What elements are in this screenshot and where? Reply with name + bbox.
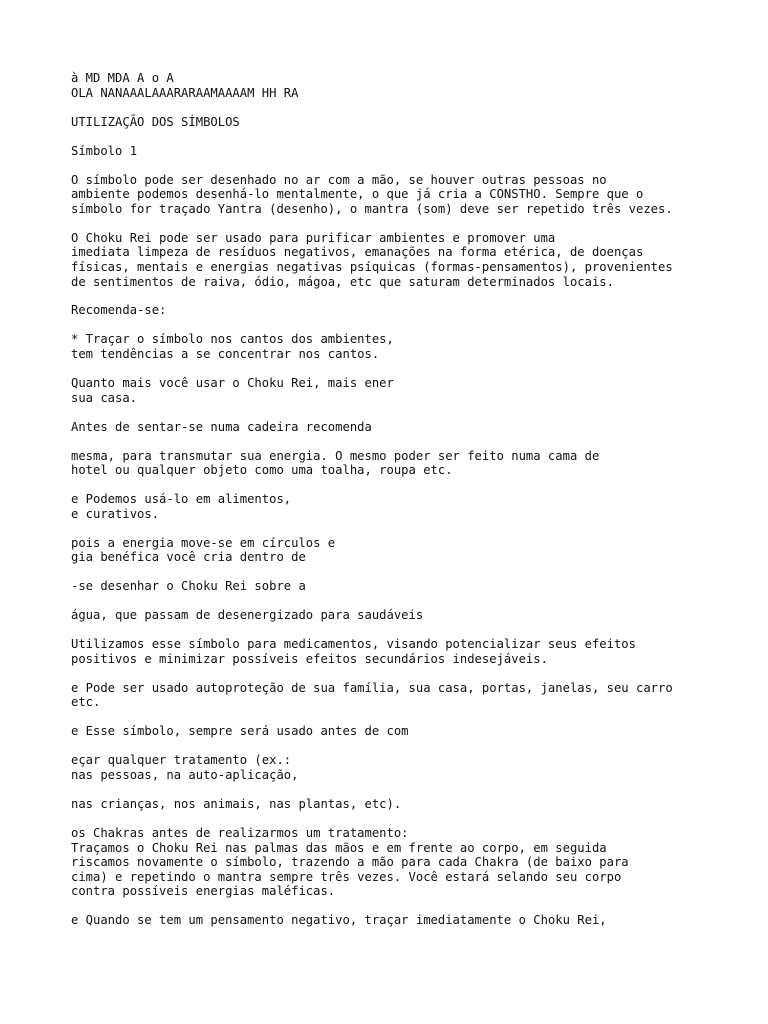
- paragraph: [71, 420, 751, 435]
- text-line: * Traçar o símbolo nos cantos dos ambientes,: [71, 332, 394, 347]
- paragraph: [71, 144, 751, 159]
- text-line: sua casa.: [71, 390, 138, 405]
- text-line: Utilizamos esse símbolo para medicamentos, visando potencializar seus efeitos: [71, 637, 636, 652]
- paragraph: [71, 724, 751, 739]
- text-line: símbolo for traçado Yantra (desenho), o mantra (som) deve ser repetido três vezes.: [71, 201, 673, 216]
- paragraph: [71, 492, 751, 521]
- text-line: eçar qualquer tratamento (ex.:: [71, 753, 292, 768]
- document-body: [71, 71, 751, 942]
- paragraph: [71, 332, 751, 361]
- text-line: e Pode ser usado autoproteção de sua família, sua casa, portas, janelas, seu carro: [71, 680, 673, 695]
- paragraph: [71, 913, 751, 928]
- text-line: mesma, para transmutar sua energia. O mesmo poder ser feito numa cama de: [71, 448, 600, 463]
- text-line: tem tendências a se concentrar nos cantos.: [71, 347, 380, 362]
- text-line: O Choku Rei pode ser usado para purificar ambientes e promover uma: [71, 230, 556, 245]
- paragraph: [71, 637, 751, 666]
- text-line: e curativos.: [71, 506, 160, 521]
- paragraph: [71, 115, 751, 130]
- paragraph: [71, 231, 751, 289]
- text-line: imediata limpeza de resíduos negativos, emanações na forma etérica, de doenças: [71, 245, 644, 260]
- paragraph: [71, 579, 751, 594]
- text-line: contra possíveis energias maléficas.: [71, 884, 336, 899]
- paragraph: [71, 449, 751, 478]
- text-line: riscamos novamente o símbolo, trazendo a mão para cada Chakra (de baixo para: [71, 855, 629, 870]
- text-line: Símbolo 1: [71, 143, 138, 158]
- text-line: -se desenhar o Choku Rei sobre a: [71, 579, 306, 594]
- paragraph: [71, 376, 751, 405]
- text-line: Traçamos o Choku Rei nas palmas das mãos e em frente ao corpo, em seguida: [71, 840, 607, 855]
- paragraph: [71, 826, 751, 899]
- text-line: OLA NANAAALAAARARAAMAAAAM HH RA: [71, 85, 299, 100]
- text-line: de sentimentos de raiva, ódio, mágoa, etc que saturam determinados locais.: [71, 274, 614, 289]
- text-line: UTILIZAÇÃO DOS SÍMBOLOS: [71, 114, 240, 129]
- paragraph: [71, 797, 751, 812]
- text-line: e Podemos usá-lo em alimentos,: [71, 492, 292, 507]
- text-line: à MD MDA A o A: [71, 71, 174, 85]
- text-line: os Chakras antes de realizarmos um tratamento:: [71, 826, 409, 841]
- text-line: O símbolo pode ser desenhado no ar com a mão, se houver outras pessoas no: [71, 172, 607, 187]
- text-line: e Quando se tem um pensamento negativo, traçar imediatamente o Choku Rei,: [71, 913, 607, 928]
- text-line: Recomenda-se:: [71, 303, 167, 318]
- paragraph: [71, 753, 751, 782]
- text-line: Quanto mais você usar o Choku Rei, mais ener: [71, 376, 394, 391]
- text-line: etc.: [71, 695, 101, 710]
- text-line: ambiente podemos desenhá-lo mentalmente, o que já cria a CONSTHO. Sempre que o: [71, 187, 644, 202]
- paragraph: [71, 608, 751, 623]
- text-line: nas crianças, nos animais, nas plantas, etc).: [71, 797, 402, 812]
- text-line: cima) e repetindo o mantra sempre três vezes. Você estará selando seu corpo: [71, 869, 622, 884]
- paragraph: [71, 173, 751, 217]
- text-line: nas pessoas, na auto-aplicação,: [71, 768, 299, 783]
- text-line: pois a energia move-se em círculos e: [71, 535, 336, 550]
- text-line: gia benéfica você cria dentro de: [71, 550, 306, 565]
- text-line: positivos e minimizar possíveis efeitos secundários indesejáveis.: [71, 651, 548, 666]
- paragraph: [71, 536, 751, 565]
- text-line: Antes de sentar-se numa cadeira recomenda: [71, 419, 372, 434]
- text-line: água, que passam de desenergizado para saudáveis: [71, 608, 424, 623]
- paragraph: [71, 681, 751, 710]
- text-line: e Esse símbolo, sempre será usado antes de com: [71, 724, 409, 739]
- paragraph: [71, 303, 751, 318]
- text-line: físicas, mentais e energias negativas psíquicas (formas-pensamentos), provenientes: [71, 259, 673, 274]
- paragraph: [71, 71, 751, 100]
- text-line: hotel ou qualquer objeto como uma toalha, roupa etc.: [71, 463, 453, 478]
